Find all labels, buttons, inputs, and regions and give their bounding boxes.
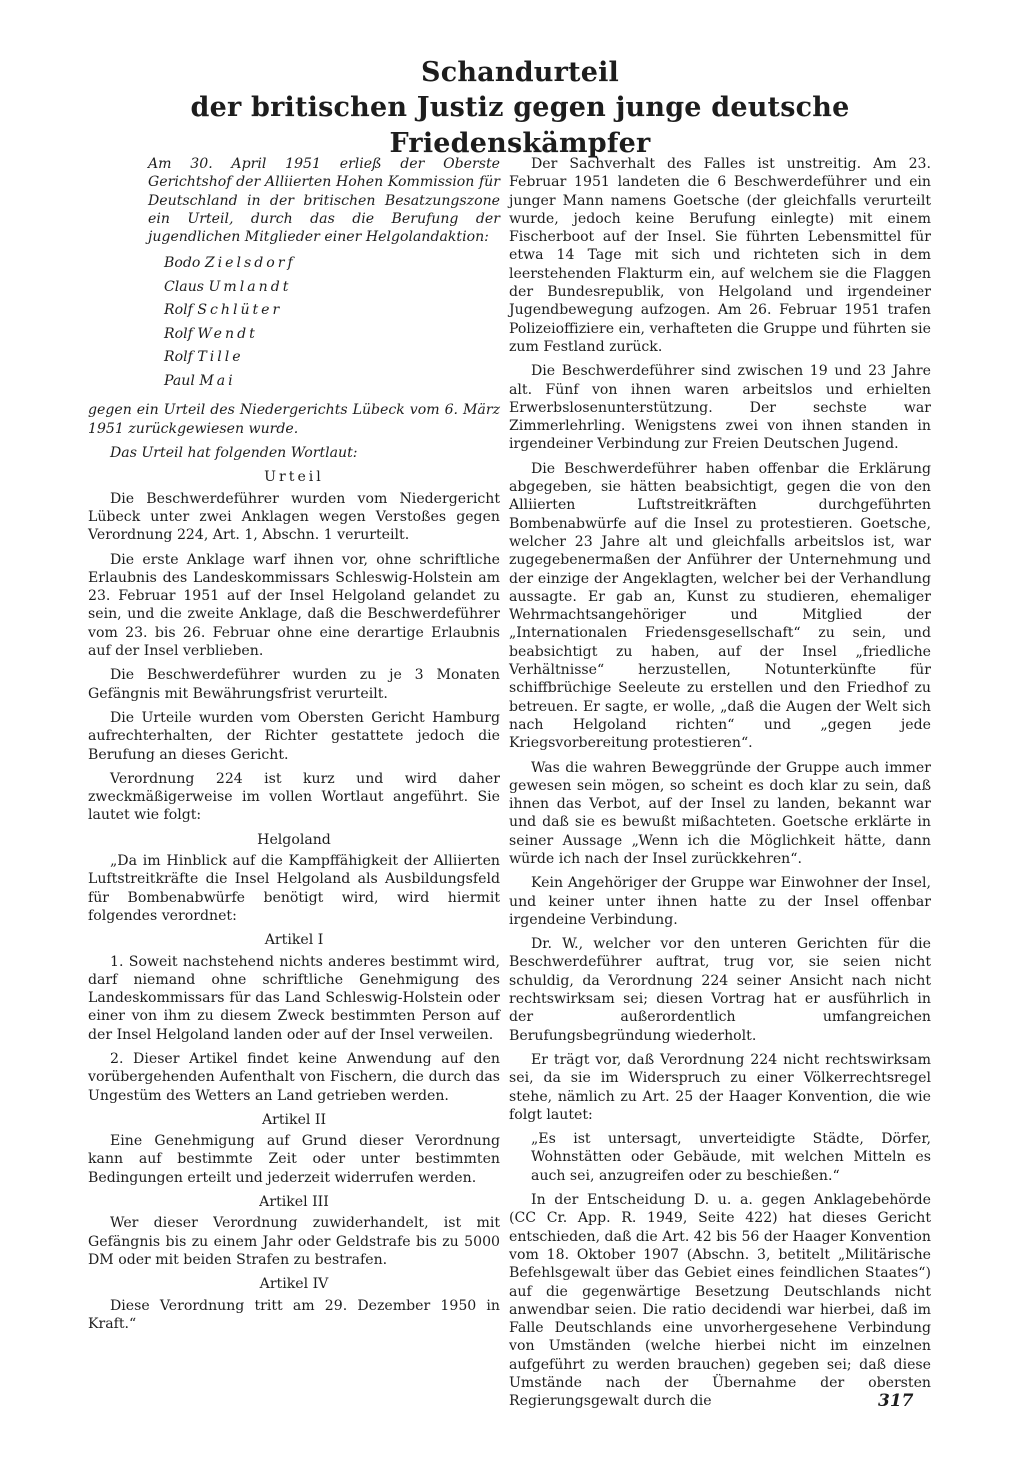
paragraph: Verordnung 224 ist kurz und wird daher zweckmäßigerweise im vollen Wortlaut angeführt. Sie lautet wie folgt: [88,770,500,824]
defendant-name: Bodo Zielsdorf [164,255,296,272]
after-names-paragraph: gegen ein Urteil des Niedergerichts Lübeck vom 6. März 1951 zurückgewiesen wurde. [88,402,500,437]
article-title [70,56,970,162]
paragraph: Was die wahren Beweggründe der Gruppe auch immer gewesen sein mögen, so scheint es doch klar zu sein, daß ihnen das Verbot, auf der Insel zu landen, bekannt war und daß sie es bewußt mißachteten. Goetsche erklärte in seiner Aussage „Wenn ich die Möglichkeit hätte, dann würde ich nach der Insel zurückkehren“. [509,759,931,867]
defendant-name: Rolf Tille [164,349,244,366]
paragraph: Die Beschwerdeführer sind zwischen 19 und 23 Jahre alt. Fünf von ihnen waren arbeitslos und erhielten Erwerbslosenunterstützung. Der sechste war Zimmerlehrling. Wenigstens zwei von ihnen standen in irgendeiner Verbindung zur Freien Deutschen Jugend. [509,363,931,453]
paragraph: Die Beschwerdeführer wurden vom Niedergericht Lübeck unter zwei Anklagen wegen Verstoßes gegen Verordnung 224, Art. 1, Abschn. 1 verurteilt. [88,490,500,544]
artikel-1-heading: Artikel I [264,932,324,949]
helgoland-heading: Helgoland [257,831,331,848]
paragraph: Eine Genehmigung auf Grund dieser Verordnung kann auf bestimmte Zeit oder unter bestimmten Bedingungen erteilt und jederzeit widerrufen werden. [88,1133,500,1186]
paragraph: Kein Angehöriger der Gruppe war Einwohner der Insel, und keiner unter ihnen hatte zu der Insel offenbar irgendeine Verbindung. [509,875,931,928]
artikel-3-heading: Artikel III [259,1194,329,1211]
defendant-name: Rolf Schlüter [164,302,283,319]
paragraph: In der Entscheidung D. u. a. gegen Anklagebehörde (CC Cr. App. R. 1949, Seite 422) hat dieses Gericht entschieden, daß die Art. 42 bis 56 der Haager Konvention vom 18. Oktober 1907 (Abschn. 3, betitelt „Militärische Befehlsgewalt über das Gebiet eines feindlichen Staates“) auf die gegenwärtige Besetzung Deutschlands nicht anwendbar seien. Die ratio decidendi war hierbei, daß im Falle Deutschlands eine unvorhergesehene Verbindung von Umständen (welche hierbei nicht im einzelnen aufgeführt zu werden brauchen) gegeben sei; daß diese Umstände nach der Übernahme der obersten Regierungsgewalt durch die [509,1192,931,1410]
paragraph: Die Urteile wurden vom Obersten Gericht Hamburg aufrechterhalten, der Richter gestattete jedoch die Berufung an dieses Gericht. [88,709,500,763]
paragraph: „Da im Hinblick auf die Kampffähigkeit der Alliierten Luftstreitkräfte die Insel Helgoland als Ausbildungsfeld für Bombenabwürfe benötigt wird, wird hiermit folgendes verordnet: [88,853,500,924]
paragraph: Diese Verordnung tritt am 29. Dezember 1950 in Kraft.“ [88,1297,500,1332]
wortlaut-line: Das Urteil hat folgenden Wortlaut: [110,445,358,462]
page-number: 317 [878,1391,914,1411]
paragraph: Die Beschwerdeführer haben offenbar die Erklärung abgegeben, sie hätten beabsichtigt, gegen die von den Alliierten Luftstreitkräften durchgeführten Bombenabwürfe auf die Insel zu protestieren. Goetsche, welcher 23 Jahre alt und gleichfalls arbeitslos ist, war zugegebenermaßen der Anführer der Unternehmung und der einzige der Angeklagten, welcher bei der Verhandlung aussagte. Er gab an, Kunst zu studieren, ehemaliger Wehrmachtsangehöriger und Mitglied der „Internationalen Friedensgesellschaft“ zu sein, und beabsichtigt zu haben, auf der Insel „friedliche Verhältnisse“ herzustellen, Notunterkünfte für schiffbrüchige Seeleute zu erstellen und den Friedhof zu betreuen. Er sagte, er wolle, „daß die Augen der Welt sich nach Helgoland richten“ und „gegen jede Kriegsvorbereitung protestieren“. [509,460,931,752]
artikel-2-heading: Artikel II [261,1111,327,1128]
intro-paragraph: Am 30. April 1951 erließ der Oberste Gerichtshof der Alliierten Hohen Kommission für Deutschland in der britischen Besatzungszone ein Urteil, durch das die Berufung der jugendlichen Mitglieder einer Helgolandaktion: [148,156,500,246]
right-column [509,155,931,1417]
title-line-2: der britischen Justiz gegen junge deutsche Friedenskämpfer [190,92,850,159]
paragraph: Der Sachverhalt des Falles ist unstreitig. Am 23. Februar 1951 landeten die 6 Beschwerdeführer und ein junger Mann namens Goetsche (der gleichfalls verurteilt wurde, jedoch keine Berufung einlegte) mit einem Fischerboot auf der Insel. Sie führten Lebensmittel für etwa 14 Tage mit sich und richteten sich in dem leerstehenden Flakturm ein, auf welchem sie die Flaggen der Bundesrepublik, von Helgoland und irgendeiner Jugendbewegung aufzogen. Am 26. Februar 1951 trafen Polizeioffiziere ein, verhafteten die Gruppe und führten sie zum Festland zurück. [509,156,931,355]
paragraph: Dr. W., welcher vor den unteren Gerichten für die Beschwerdeführer auftrat, trug vor, sie seien nicht schuldig, da Verordnung 224 seiner Ansicht nach nicht rechtswirksam sei; diesen Vortrag hat er ausführlich in der außerordentlich umfangreichen Berufungsbegründung wiederholt. [509,936,931,1044]
defendant-name: Paul Mai [164,372,236,389]
paragraph: Er trägt vor, daß Verordnung 224 nicht rechtswirksam sei, da sie im Widerspruch zu einer Völkerrechtsregel stehe, nämlich zu Art. 25 der Haager Konvention, die wie folgt lautet: [509,1051,931,1123]
paragraph: Die erste Anklage warf ihnen vor, ohne schriftliche Erlaubnis des Landeskommissars Schleswig-Holstein am 23. Februar 1951 auf der Insel Helgoland gelandet zu sein, und die zweite Anklage, daß die Beschwerdeführer vom 23. bis 26. Februar ohne eine derartige Erlaubnis auf der Insel verblieben. [88,551,500,660]
urteil-heading: Urteil [264,469,324,486]
defendant-name: Rolf Wendt [164,325,258,342]
paragraph: Wer dieser Verordnung zuwiderhandelt, ist mit Gefängnis bis zu einem Jahr oder Geldstrafe bis zu 5000 DM oder mit beiden Strafen zu bestrafen. [88,1215,500,1268]
artikel-4-heading: Artikel IV [259,1276,329,1293]
paragraph: 2. Dieser Artikel findet keine Anwendung auf den vorübergehenden Aufenthalt von Fischern, die durch das Ungestüm des Wetters an Land getrieben werden. [88,1050,500,1104]
paragraph: 1. Soweit nachstehend nichts anderes bestimmt wird, darf niemand ohne schriftliche Genehmigung des Landeskommissars für das Land Schleswig-Holstein oder einer von ihm zu diesem Zweck bestimmten Person auf der Insel Helgoland landen oder auf der Insel verweilen. [88,953,500,1043]
quoted-article-25: „Es ist untersagt, unverteidigte Städte, Dörfer, Wohnstätten oder Gebäude, mit welchen Mitteln es auch sei, anzugreifen oder zu beschießen.“ [531,1131,931,1184]
defendant-list [164,252,500,393]
left-column [88,155,500,1339]
paragraph: Die Beschwerdeführer wurden zu je 3 Monaten Gefängnis mit Bewährungsfrist verurteilt. [88,667,500,702]
defendant-name: Claus Umlandt [164,278,292,295]
title-line-1: Schandurteil [421,57,619,88]
